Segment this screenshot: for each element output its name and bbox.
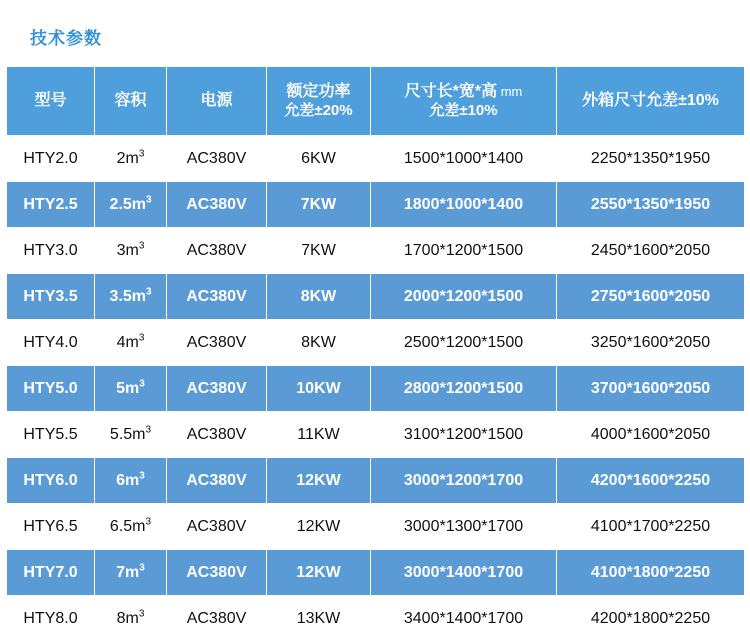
cell-volume: $4m^3$ [95,320,167,366]
cell-rated-power: 8KW [267,274,371,320]
column-header-model [7,67,95,136]
cell-model: HTY3.0 [7,228,95,274]
table-row [7,504,745,550]
table-row [7,366,745,412]
cell-power-supply: AC380V [167,596,267,642]
cell-power-supply: AC380V [167,366,267,412]
cell-model: HTY4.0 [7,320,95,366]
cell-size: 1800*1000*1400 [371,182,557,228]
cell-case-size: 4200*1800*2250 [557,596,745,642]
cell-size: 3000*1400*1700 [371,550,557,596]
cell-rated-power: 11KW [267,412,371,458]
table-row [7,320,745,366]
cell-model: HTY6.5 [7,504,95,550]
cell-size: 3000*1300*1700 [371,504,557,550]
cell-rated-power: 12KW [267,458,371,504]
cell-case-size: 2450*1600*2050 [557,228,745,274]
cell-size: 1500*1000*1400 [371,136,557,182]
cell-power-supply: AC380V [167,504,267,550]
header-row [7,67,745,136]
column-header-rated-power-tolerance: 允差±20% [284,101,353,119]
cell-power-supply: AC380V [167,412,267,458]
cell-volume: $3.5m^3$ [95,274,167,320]
cell-volume: $2.5m^3$ [95,182,167,228]
cell-rated-power: 13KW [267,596,371,642]
cell-volume: $6m^3$ [95,458,167,504]
cell-case-size: 2250*1350*1950 [557,136,745,182]
cell-volume: $8m^3$ [95,596,167,642]
cell-case-size: 3700*1600*2050 [557,366,745,412]
column-header-size [371,67,557,136]
cell-model: HTY6.0 [7,458,95,504]
cell-volume: $7m^3$ [95,550,167,596]
column-header-size-tolerance: 允差±10% [429,101,498,119]
table-row [7,412,745,458]
table-row [7,274,745,320]
column-header-volume [95,67,167,136]
cell-rated-power: 10KW [267,366,371,412]
cell-rated-power: 7KW [267,228,371,274]
cell-volume: $2m^3$ [95,136,167,182]
cell-power-supply: AC380V [167,458,267,504]
table-head [7,67,745,136]
section-title: 技术参数 [30,29,102,48]
cell-volume: $5.5m^3$ [95,412,167,458]
cell-size: 3100*1200*1500 [371,412,557,458]
cell-size: 1700*1200*1500 [371,228,557,274]
cell-rated-power: 6KW [267,136,371,182]
cell-power-supply: AC380V [167,228,267,274]
cell-case-size: 4200*1600*2250 [557,458,745,504]
cell-size: 3000*1200*1700 [371,458,557,504]
cell-power-supply: AC380V [167,136,267,182]
cell-model: HTY3.5 [7,274,95,320]
cell-rated-power: 8KW [267,320,371,366]
spec-table [6,66,745,642]
table-row [7,228,745,274]
cell-rated-power: 7KW [267,182,371,228]
column-header-rated-power [267,67,371,136]
column-header-power-supply-main: 电源 [200,92,233,109]
cell-power-supply: AC380V [167,550,267,596]
column-header-volume-main: 容积 [114,92,147,109]
cell-case-size: 4100*1700*2250 [557,504,745,550]
table-row [7,550,745,596]
cell-case-size: 3250*1600*2050 [557,320,745,366]
spec-table-container [6,66,744,642]
column-header-size-main: 尺寸长*宽*高 [404,82,498,100]
cell-rated-power: 12KW [267,504,371,550]
table-body [7,136,745,642]
cell-rated-power: 12KW [267,550,371,596]
cell-case-size: 4000*1600*2050 [557,412,745,458]
cell-power-supply: AC380V [167,182,267,228]
cell-case-size: 4100*1800*2250 [557,550,745,596]
column-header-rated-power-main: 额定功率 [286,82,351,100]
cell-model: HTY7.0 [7,550,95,596]
column-header-model-main: 型号 [34,92,67,109]
cell-size: 2500*1200*1500 [371,320,557,366]
cell-model: HTY2.5 [7,182,95,228]
cell-volume: $3m^3$ [95,228,167,274]
cell-case-size: 2750*1600*2050 [557,274,745,320]
cell-power-supply: AC380V [167,320,267,366]
column-header-case-size [557,67,745,136]
cell-size: 3400*1400*1700 [371,596,557,642]
cell-size: 2800*1200*1500 [371,366,557,412]
table-row [7,136,745,182]
cell-case-size: 2550*1350*1950 [557,182,745,228]
table-row [7,182,745,228]
column-header-power-supply [167,67,267,136]
table-row [7,596,745,642]
table-row [7,458,745,504]
cell-size: 2000*1200*1500 [371,274,557,320]
cell-model: HTY5.5 [7,412,95,458]
column-header-case-size-main: 外箱尺寸允差±10% [582,92,719,109]
cell-power-supply: AC380V [167,274,267,320]
cell-model: HTY5.0 [7,366,95,412]
cell-model: HTY8.0 [7,596,95,642]
cell-model: HTY2.0 [7,136,95,182]
cell-volume: $6.5m^3$ [95,504,167,550]
column-header-size-unit: mm [497,83,523,99]
cell-volume: $5m^3$ [95,366,167,412]
